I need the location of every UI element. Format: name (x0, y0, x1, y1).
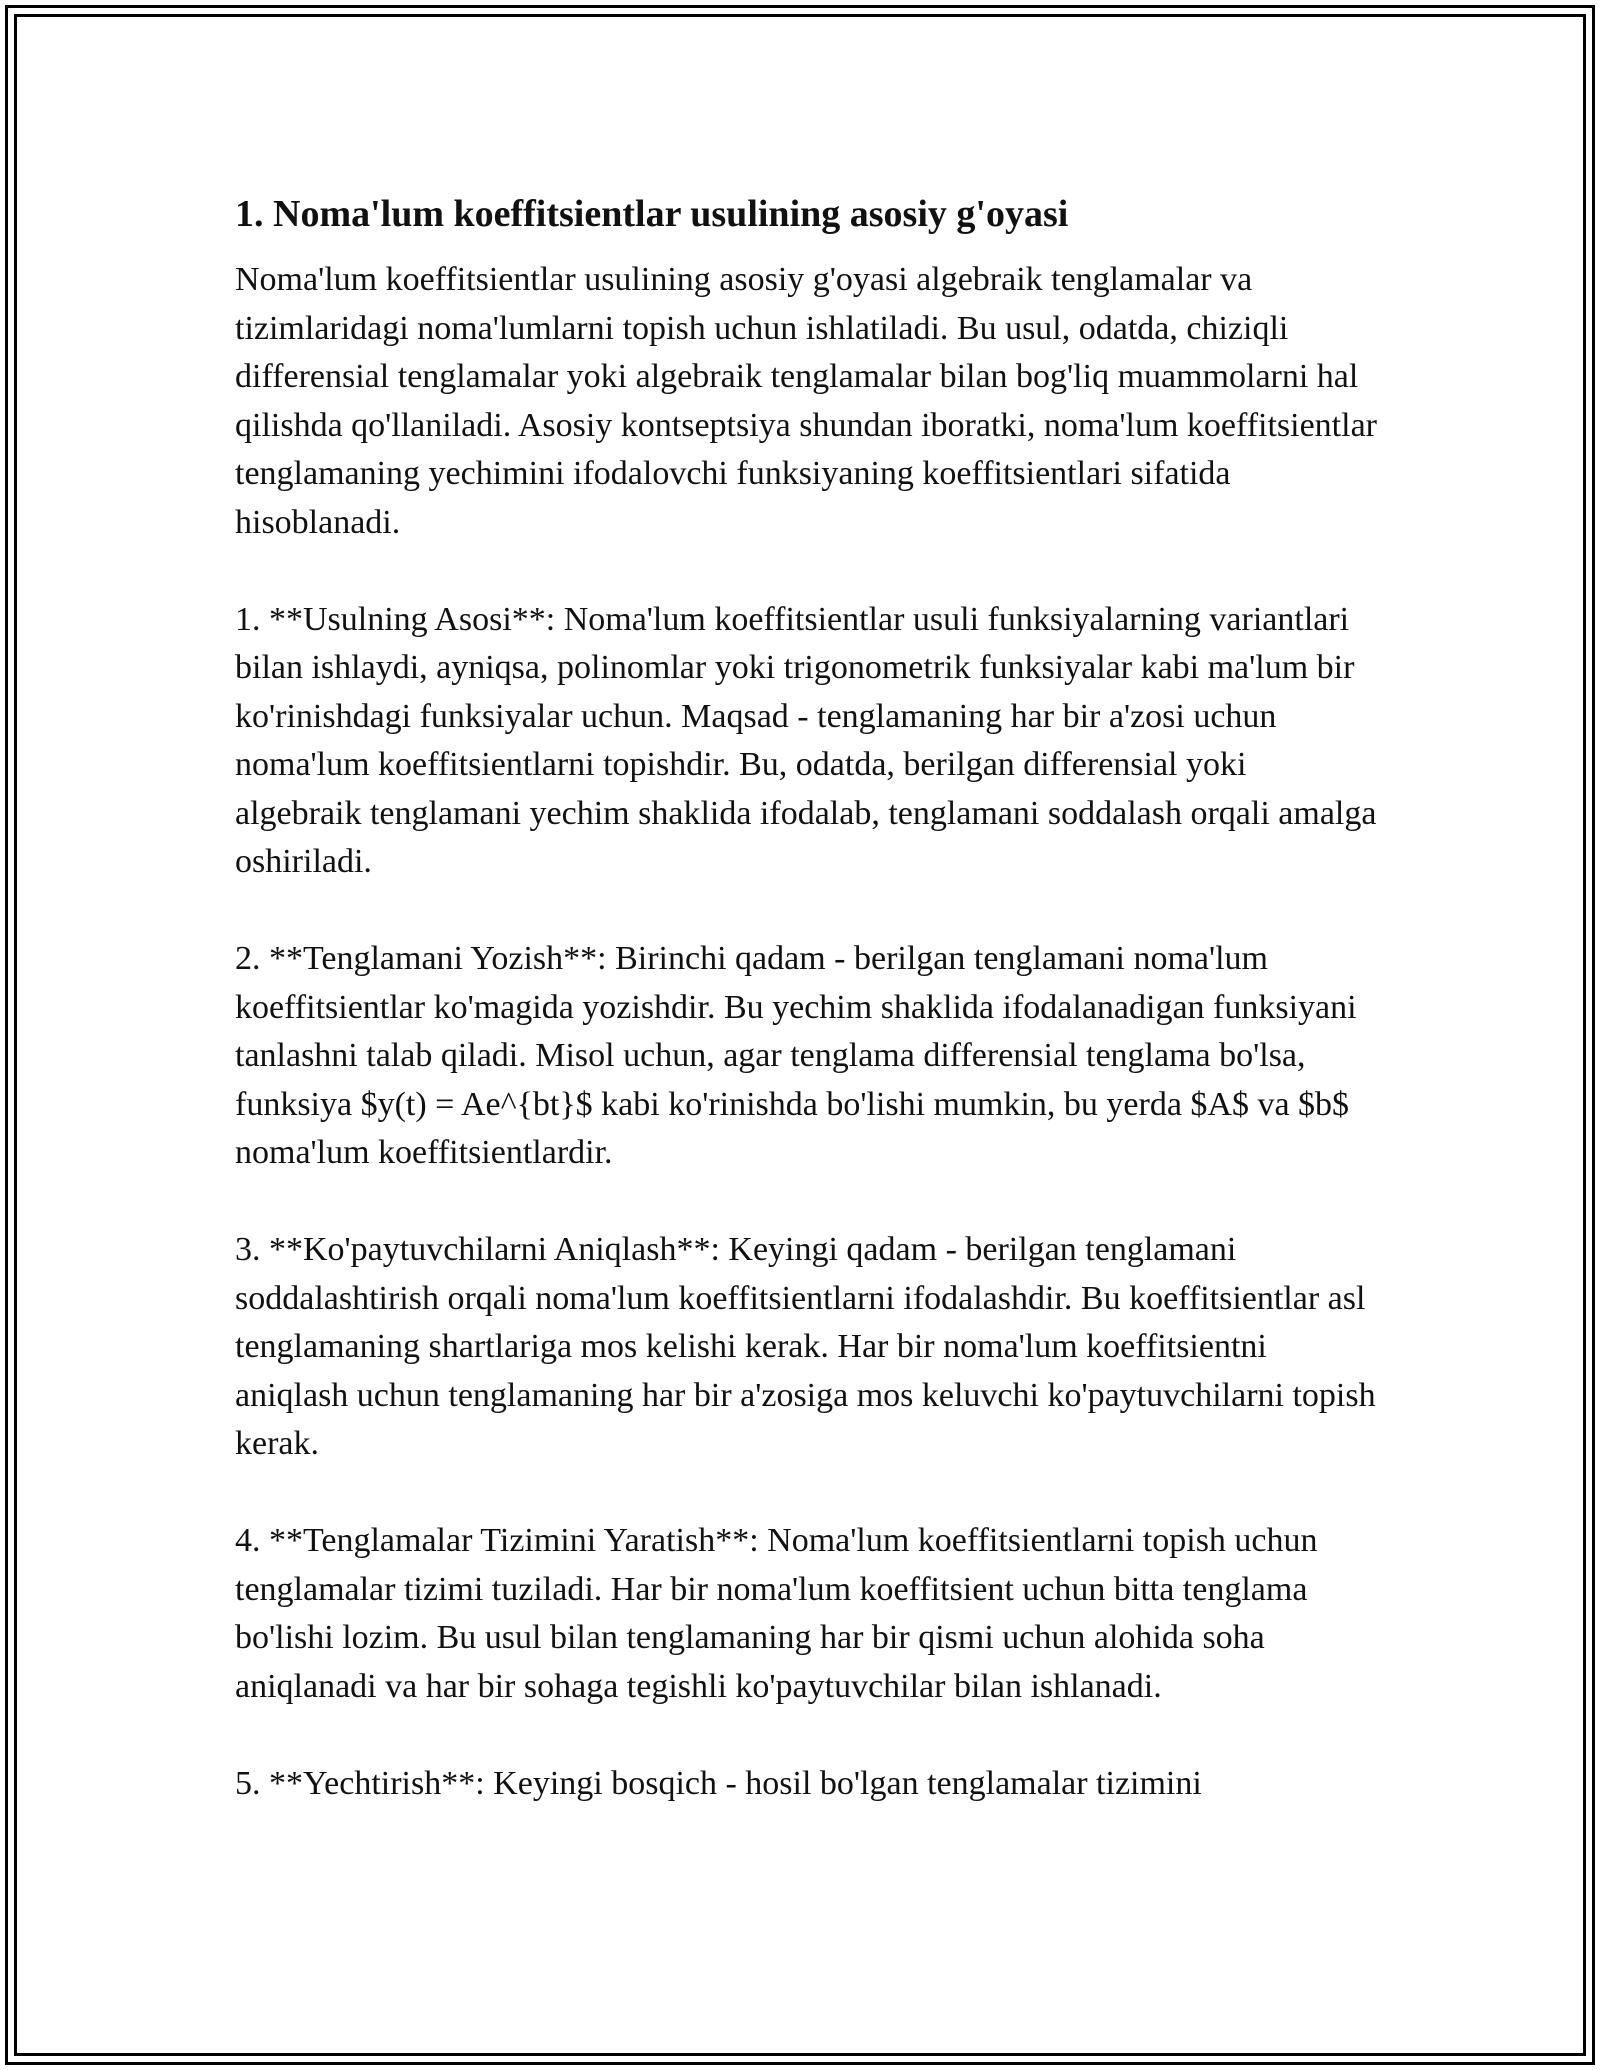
intro-paragraph: Noma'lum koeffitsientlar usulining asosiy g'oyasi algebraik tenglamalar va tizimlaridagi noma'lumlarni topish uchun ishlatiladi. Bu usul, odatda, chiziqli differensial tenglamalar yoki algebraik tenglamalar bilan bog'liq muammolarni hal qilishda qo'llaniladi. Asosiy kontseptsiya shundan iboratki, noma'lum koeffitsientlar tenglamaning yechimini ifodalovchi funksiyaning koeffitsientlari sifatida hisoblanadi. (235, 261, 1377, 541)
document-body (235, 186, 1380, 1808)
step-2-paragraph: 2. **Tenglamani Yozish**: Birinchi qadam - berilgan tenglamani noma'lum koeffitsientlar ko'magida yozishdir. Bu yechim shaklida ifodalanadigan funksiyani tanlashni talab qiladi. Misol uchun, agar tenglama differensial tenglama bo'lsa, funksiya $y(t) = Ae^{bt}$ kabi ko'rinishda bo'lishi mumkin, bu yerda $A$ va $b$ noma'lum koeffitsientlardir. (235, 940, 1357, 1171)
step-1-paragraph: 1. **Usulning Asosi**: Noma'lum koeffitsientlar usuli funksiyalarning variantlari bilan ishlaydi, ayniqsa, polinomlar yoki trigonometrik funksiyalar kabi ma'lum bir ko'rinishdagi funksiyalar uchun. Maqsad - tenglamaning har bir a'zosi uchun noma'lum koeffitsientlarni topishdir. Bu, odatda, berilgan differensial yoki algebraik tenglamani yechim shaklida ifodalab, tenglamani soddalash orqali amalga oshiriladi. (235, 600, 1377, 880)
step-4-paragraph: 4. **Tenglamalar Tizimini Yaratish**: Noma'lum koeffitsientlarni topish uchun tenglamalar tizimi tuziladi. Har bir noma'lum koeffitsient uchun bitta tenglama bo'lishi lozim. Bu usul bilan tenglamaning har bir qismi uchun alohida soha aniqlanadi va har bir sohaga tegishli ko'paytuvchilar bilan ishlanadi. (235, 1522, 1318, 1705)
step-5-paragraph: 5. **Yechtirish**: Keyingi bosqich - hosil bo'lgan tenglamalar tizimini (235, 1764, 1202, 1802)
step-3-paragraph: 3. **Ko'paytuvchilarni Aniqlash**: Keyingi qadam - berilgan tenglamani soddalashtirish orqali noma'lum koeffitsientlarni ifodalashdir. Bu koeffitsientlar asl tenglamaning shartlariga mos kelishi kerak. Har bir noma'lum koeffitsientni aniqlash uchun tenglamaning har bir a'zosiga mos keluvchi ko'paytuvchilarni topish kerak. (235, 1231, 1376, 1462)
section-heading: 1. Noma'lum koeffitsientlar usulining asosiy g'oyasi (235, 193, 1069, 235)
